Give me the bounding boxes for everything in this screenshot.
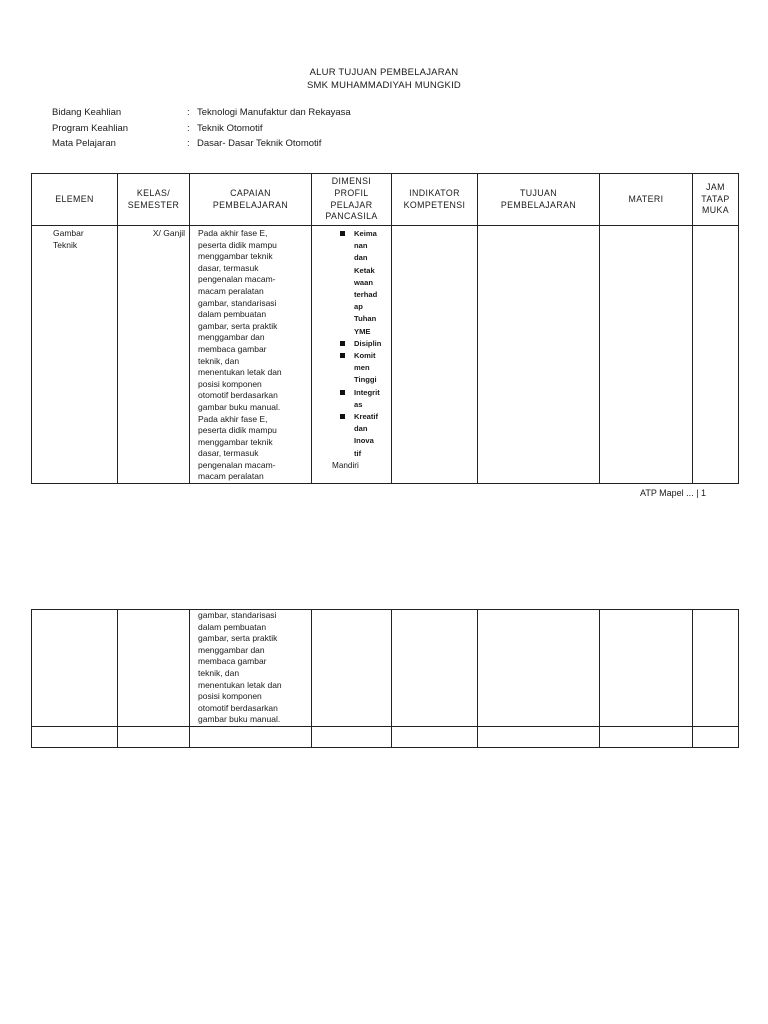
page-footer: ATP Mapel ... | 1 — [640, 488, 707, 498]
cell-profil — [312, 226, 392, 484]
cell-capaian — [190, 610, 312, 727]
cell-kelas — [118, 726, 190, 747]
list-item — [312, 350, 391, 387]
list-item — [312, 387, 391, 411]
cell-kelas — [118, 610, 190, 727]
table-row — [32, 726, 739, 747]
document-meta — [52, 105, 351, 152]
cell-tujuan — [478, 726, 600, 747]
table-row — [32, 610, 739, 727]
cell-jam — [693, 726, 739, 747]
list-item — [312, 338, 391, 350]
bullet-icon — [340, 231, 345, 236]
cell-capaian — [190, 726, 312, 747]
capaian-text: gambar, standarisasi dalam pembuatan gambar, serta praktik menggambar dan membaca gambar teknik, dan menentukan letak dan posisi komponen otomotif berdasarkan gambar buku manual. — [198, 610, 282, 725]
cell-materi — [600, 726, 693, 747]
meta-label: Mata Pelajaran — [52, 138, 116, 150]
title-line-1: ALUR TUJUAN PEMBELAJARAN — [309, 67, 459, 78]
col-header-profil: DIMENSI PROFIL PELAJAR PANCASILA — [312, 174, 392, 226]
profil-label: Integrit as — [354, 387, 380, 409]
list-item — [312, 411, 391, 460]
profil-extra-label: Mandiri — [332, 460, 359, 470]
col-header-jam: JAM TATAP MUKA — [693, 174, 739, 226]
cell-profil — [312, 610, 392, 727]
cell-indikator — [392, 726, 478, 747]
col-header-capaian: CAPAIAN PEMBELAJARAN — [190, 174, 312, 226]
document-title — [0, 66, 768, 92]
meta-value: Teknologi Manufaktur dan Rekayasa — [197, 107, 351, 119]
cell-tujuan — [478, 610, 600, 727]
table-row — [32, 226, 739, 484]
cell-elemen: Gambar Teknik — [32, 226, 118, 484]
col-header-elemen: ELEMEN — [32, 174, 118, 226]
meta-colon: : — [187, 107, 190, 119]
meta-value: Teknik Otomotif — [197, 122, 263, 134]
col-header-materi: MATERI — [600, 174, 693, 226]
atp-table-page-2 — [31, 609, 739, 748]
title-line-2: SMK MUHAMMADIYAH MUNGKID — [307, 80, 461, 91]
meta-value: Dasar- Dasar Teknik Otomotif — [197, 138, 322, 150]
cell-profil — [312, 726, 392, 747]
cell-indikator — [392, 226, 478, 484]
cell-materi — [600, 610, 693, 727]
meta-label: Program Keahlian — [52, 122, 129, 134]
cell-indikator — [392, 610, 478, 727]
col-header-indikator: INDIKATOR KOMPETENSI — [392, 174, 478, 226]
profil-label: Komit men Tinggi — [354, 351, 377, 385]
list-item — [312, 228, 391, 338]
meta-row-program — [52, 121, 351, 137]
cell-jam — [693, 610, 739, 727]
atp-table-page-1 — [31, 173, 739, 484]
meta-row-bidang — [52, 105, 351, 121]
profil-label: Disiplin — [354, 338, 382, 348]
profil-label: Keima nan dan Ketak waan terhad ap Tuhan YME — [354, 229, 378, 336]
cell-jam — [693, 226, 739, 484]
capaian-text: Pada akhir fase E, peserta didik mampu menggambar teknik dasar, termasuk pengenalan macam- macam peralatan gambar, standarisasi dalam pembuatan gambar, serta praktik menggambar dan membaca gambar teknik, dan menentukan letak dan posisi komponen otomotif berdasarkan gambar buku manual. Pada akhir fase E, peserta didik mampu menggambar teknik dasar, termasuk pengenalan macam- macam peralatan — [198, 228, 282, 482]
meta-colon: : — [187, 138, 190, 150]
bullet-icon — [340, 414, 345, 419]
col-header-kelas: KELAS/ SEMESTER — [118, 174, 190, 226]
cell-capaian — [190, 226, 312, 484]
profil-list — [312, 226, 391, 460]
meta-colon: : — [187, 122, 190, 134]
bullet-icon — [340, 341, 345, 346]
col-header-tujuan: TUJUAN PEMBELAJARAN — [478, 174, 600, 226]
cell-kelas: X/ Ganjil — [118, 226, 190, 484]
table-header-row — [32, 174, 739, 226]
bullet-icon — [340, 353, 345, 358]
profil-label: Kreatif dan Inova tif — [354, 412, 379, 458]
cell-elemen — [32, 610, 118, 727]
meta-label: Bidang Keahlian — [52, 107, 122, 119]
bullet-icon — [340, 390, 345, 395]
cell-materi — [600, 226, 693, 484]
cell-elemen — [32, 726, 118, 747]
meta-row-mapel — [52, 136, 351, 152]
cell-tujuan — [478, 226, 600, 484]
